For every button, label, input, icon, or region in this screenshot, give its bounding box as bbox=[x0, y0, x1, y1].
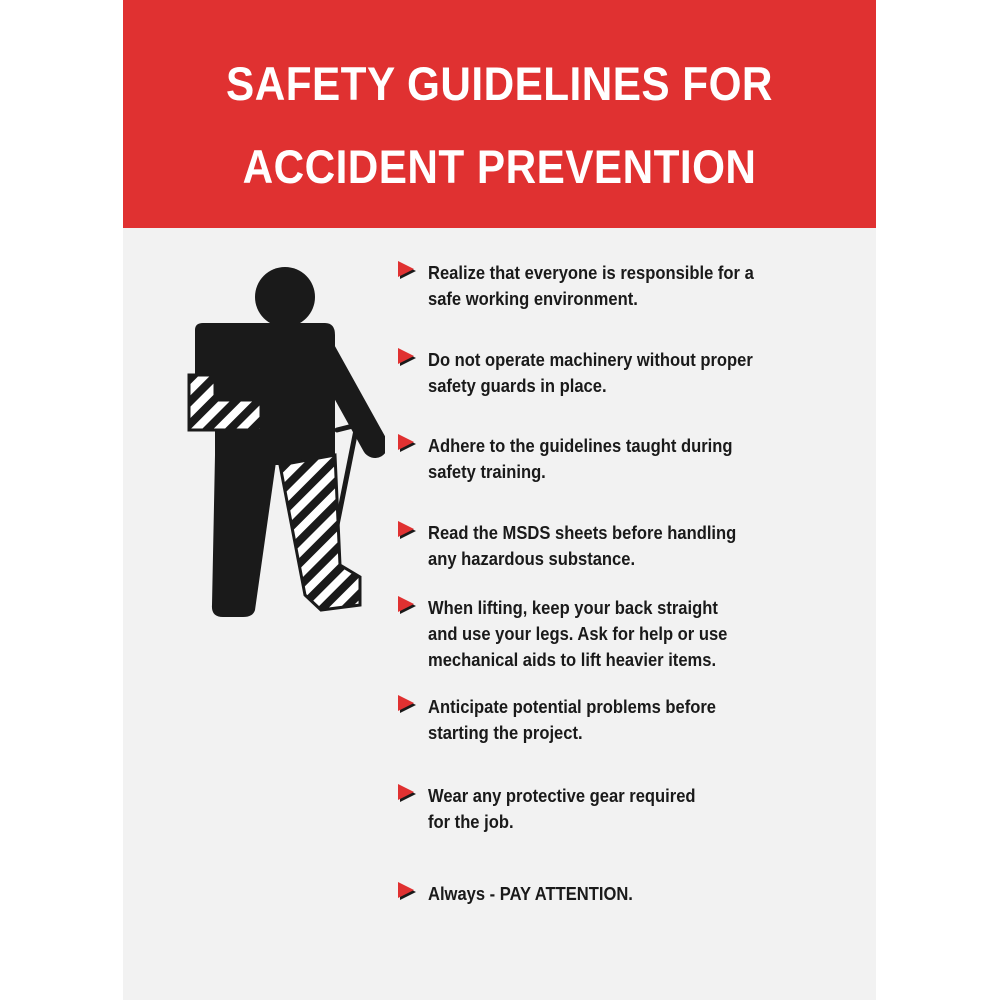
guideline-item bbox=[398, 433, 828, 485]
guideline-text: Wear any protective gear required for the job. bbox=[428, 786, 696, 832]
red-arrow-bullet-icon bbox=[398, 882, 418, 902]
red-arrow-bullet-icon bbox=[398, 521, 418, 541]
guideline-item bbox=[398, 595, 828, 673]
title-line-2: ACCIDENT PREVENTION bbox=[242, 140, 757, 193]
guideline-item bbox=[398, 347, 828, 399]
poster-title bbox=[161, 57, 839, 226]
guideline-text: Do not operate machinery without proper safety guards in place. bbox=[428, 350, 753, 396]
guideline-text: Always - PAY ATTENTION. bbox=[428, 884, 633, 904]
guideline-text: Anticipate potential problems before starting the project. bbox=[428, 697, 717, 743]
red-arrow-bullet-icon bbox=[398, 784, 418, 804]
guideline-item bbox=[398, 881, 828, 907]
guideline-text: Read the MSDS sheets before handling any hazardous substance. bbox=[428, 523, 737, 569]
red-arrow-bullet-icon bbox=[398, 434, 418, 454]
guideline-text: When lifting, keep your back straight and use your legs. Ask for help or use mechanical aids to lift heavier items. bbox=[428, 598, 728, 670]
injured-person-icon bbox=[185, 265, 385, 620]
title-line-1: SAFETY GUIDELINES FOR bbox=[226, 57, 773, 110]
guideline-item bbox=[398, 260, 828, 312]
poster-header bbox=[123, 0, 876, 228]
guideline-item bbox=[398, 520, 828, 572]
red-arrow-bullet-icon bbox=[398, 348, 418, 368]
guideline-item bbox=[398, 694, 828, 746]
red-arrow-bullet-icon bbox=[398, 695, 418, 715]
red-arrow-bullet-icon bbox=[398, 261, 418, 281]
red-arrow-bullet-icon bbox=[398, 596, 418, 616]
guideline-text: Adhere to the guidelines taught during safety training. bbox=[428, 436, 733, 482]
safety-poster bbox=[123, 0, 876, 1000]
guideline-text: Realize that everyone is responsible for a safe working environment. bbox=[428, 263, 754, 309]
guideline-item bbox=[398, 783, 828, 835]
